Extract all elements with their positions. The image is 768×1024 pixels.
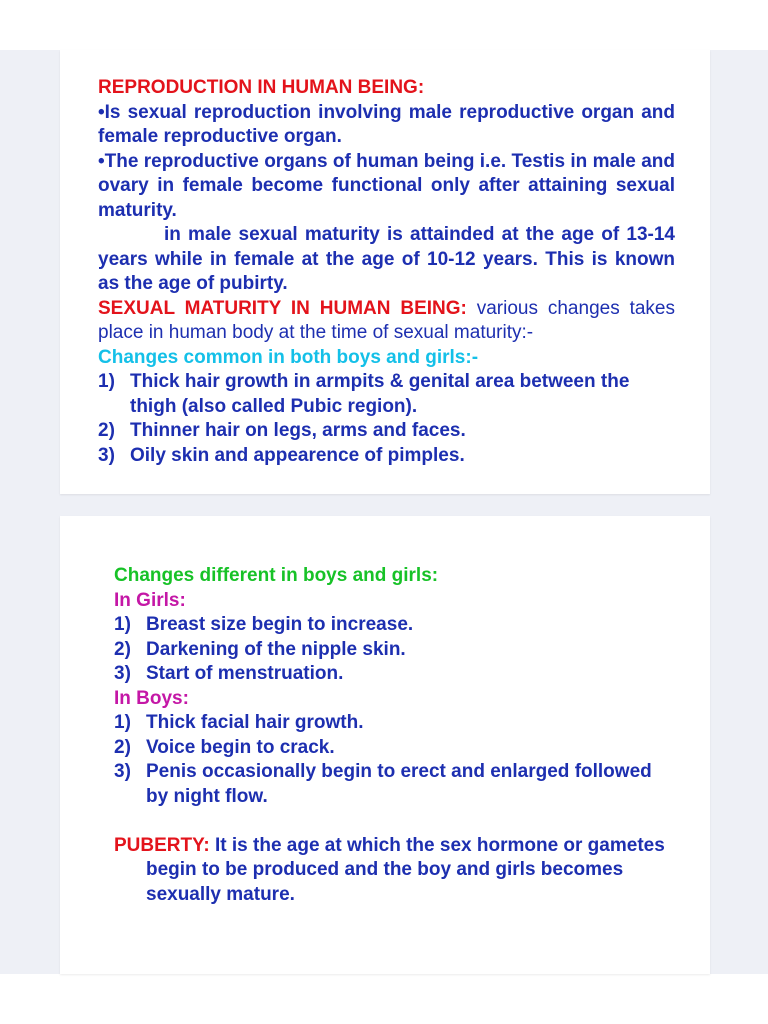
slide-reproduction <box>60 50 710 494</box>
heading-girls: In Girls: <box>114 589 186 611</box>
heading-boys: In Boys: <box>114 687 189 709</box>
bottom-margin <box>0 974 768 1024</box>
list-item <box>114 662 674 687</box>
sexual-maturity-paragraph <box>98 297 675 346</box>
heading-common-changes: Changes common in both boys and girls:- <box>98 346 479 368</box>
list-item <box>114 760 674 809</box>
list-item <box>114 711 674 736</box>
list-item <box>98 419 675 444</box>
puberty-text: It is the age at which the sex hormone or gametes begin to be produced and the boy and girls becomes sexually mature. <box>146 834 665 905</box>
sexual-maturity-text: various changes takes place in human body at the time of sexual maturity:- <box>98 297 675 343</box>
maturity-age-note: in male sexual maturity is attainded at the age of 13-14 years while in female at the age of 10-12 years. This is known as the age of pubirty. <box>98 224 675 294</box>
list-item-number: 3) <box>98 444 115 466</box>
list-item <box>114 613 674 638</box>
list-item-number: 1) <box>114 614 131 635</box>
spacer <box>114 809 674 834</box>
puberty-definition <box>114 834 674 908</box>
list-item-text: Start of menstruation. <box>146 663 344 684</box>
list-item-text: Voice begin to crack. <box>146 736 335 758</box>
list-item-text: Breast size begin to increase. <box>146 614 414 635</box>
puberty-label: PUBERTY: <box>114 834 210 856</box>
list-item-number: 1) <box>114 712 131 733</box>
heading-different-changes: Changes different in boys and girls: <box>114 565 439 586</box>
list-item-number: 2) <box>98 420 115 441</box>
list-item <box>98 370 675 419</box>
list-item <box>98 444 675 469</box>
bullet-reproductive-organs: •The reproductive organs of human being i.e. Testis in male and ovary in female become functional only after attaining sexual maturity. <box>98 150 675 221</box>
bullet-sexual-reproduction: •Is sexual reproduction involving male reproductive organ and female reproductive organ. <box>98 101 675 147</box>
list-item-number: 2) <box>114 638 131 660</box>
slide-changes-content <box>114 564 674 907</box>
list-item-number: 3) <box>114 761 131 782</box>
list-item <box>114 736 674 761</box>
slide-changes-different <box>60 516 710 974</box>
list-item-number: 2) <box>114 736 131 758</box>
list-item <box>114 638 674 663</box>
heading-reproduction: REPRODUCTION IN HUMAN BEING: <box>98 77 425 98</box>
heading-sexual-maturity: SEXUAL MATURITY IN HUMAN BEING: <box>98 297 467 319</box>
list-item-text: Penis occasionally begin to erect and enlarged followed by night flow. <box>146 761 652 807</box>
top-margin <box>0 0 768 50</box>
list-item-text: Darkening of the nipple skin. <box>146 638 406 660</box>
list-item-text: Thick facial hair growth. <box>146 712 364 733</box>
slide-reproduction-content <box>98 76 675 468</box>
list-item-text: Oily skin and appearence of pimples. <box>130 444 465 466</box>
list-item-text: Thinner hair on legs, arms and faces. <box>130 420 466 441</box>
list-item-number: 1) <box>98 371 115 392</box>
list-item-number: 3) <box>114 663 131 684</box>
list-item-text: Thick hair growth in armpits & genital area between the thigh (also called Pubic region). <box>130 371 630 417</box>
